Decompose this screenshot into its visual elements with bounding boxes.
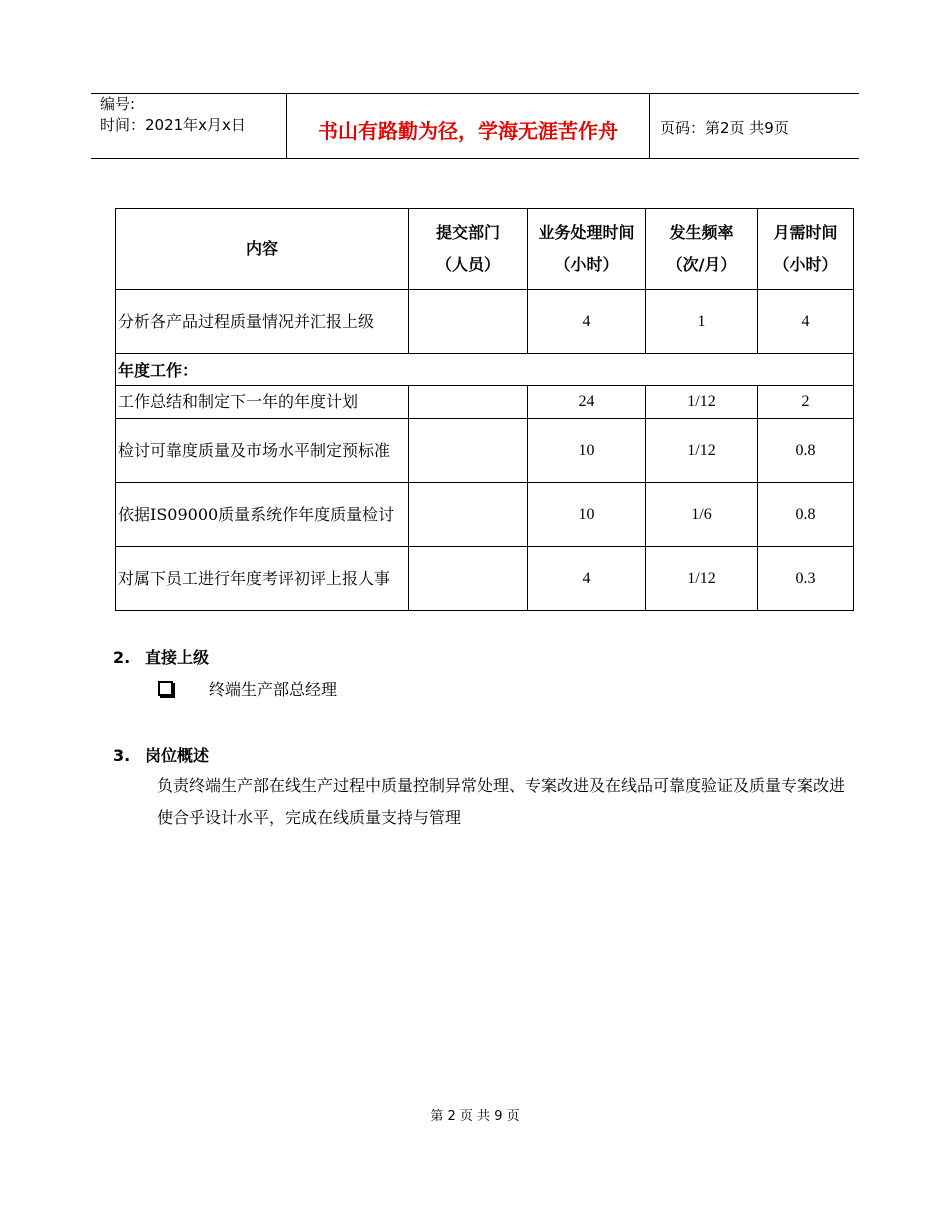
cell-time: 10 (528, 419, 646, 483)
cell-content: 检讨可靠度质量及市场水平制定预标准 (116, 419, 409, 483)
header-bottom-rule (91, 158, 859, 159)
section-title: 直接上级 (145, 648, 210, 667)
col-header-monthly: 月需时间 （小时） (758, 209, 854, 290)
cell-monthly: 0.3 (758, 547, 854, 611)
section-2-heading (113, 645, 209, 668)
code-label: 编号: (100, 95, 136, 113)
cell-monthly: 4 (758, 290, 854, 354)
cell-content: 分析各产品过程质量情况并汇报上级 (116, 290, 409, 354)
header-meta (100, 94, 286, 136)
section-3-heading (113, 743, 209, 766)
list-item-text: 终端生产部总经理 (209, 680, 338, 699)
cell-monthly: 0.8 (758, 483, 854, 547)
table-header-row (116, 209, 854, 290)
cell-freq: 1/12 (646, 419, 758, 483)
cell-freq: 1/12 (646, 386, 758, 419)
cell-content: 依据IS09000质量系统作年度质量检讨 (116, 483, 409, 547)
cell-dept (409, 483, 528, 547)
cell-monthly: 0.8 (758, 419, 854, 483)
list-item (158, 677, 337, 700)
section-number: 3. (113, 746, 131, 765)
section-label: 年度工作： (116, 354, 854, 386)
cell-freq: 1 (646, 290, 758, 354)
section-title: 岗位概述 (145, 746, 210, 765)
work-table (115, 208, 854, 611)
cell-freq: 1/6 (646, 483, 758, 547)
table-row (116, 386, 854, 419)
col-header-dept: 提交部门 （人员） (409, 209, 528, 290)
cell-content: 工作总结和制定下一年的年度计划 (116, 386, 409, 419)
col-header-freq: 发生频率 （次/月） (646, 209, 758, 290)
table-row (116, 419, 854, 483)
header-page-number: 页码：第2页 共9页 (660, 119, 789, 137)
cell-time: 4 (528, 290, 646, 354)
header-motto: 书山有路勤为径，学海无涯苦作舟 (318, 118, 618, 143)
page-footer: 第 2 页 共 9 页 (430, 1109, 520, 1124)
section-number: 2. (113, 648, 131, 667)
col-header-content: 内容 (116, 209, 409, 290)
col-header-time: 业务处理时间 （小时） (528, 209, 646, 290)
cell-dept (409, 386, 528, 419)
cell-freq: 1/12 (646, 547, 758, 611)
cell-time: 4 (528, 547, 646, 611)
table-row (116, 547, 854, 611)
square-bullet-icon (158, 681, 173, 696)
cell-time: 10 (528, 483, 646, 547)
section-3-paragraph: 负责终端生产部在线生产过程中质量控制异常处理、专案改进及在线品可靠度验证及质量专案改进使合乎设计水平，完成在线质量支持与管理 (157, 776, 846, 827)
date-label: 时间：2021年x月x日 (100, 116, 246, 134)
section-row (116, 354, 854, 386)
cell-content: 对属下员工进行年度考评初评上报人事 (116, 547, 409, 611)
cell-dept (409, 290, 528, 354)
table-row (116, 290, 854, 354)
cell-monthly: 2 (758, 386, 854, 419)
table-row (116, 483, 854, 547)
cell-time: 24 (528, 386, 646, 419)
header-divider (649, 93, 650, 159)
cell-dept (409, 547, 528, 611)
cell-dept (409, 419, 528, 483)
